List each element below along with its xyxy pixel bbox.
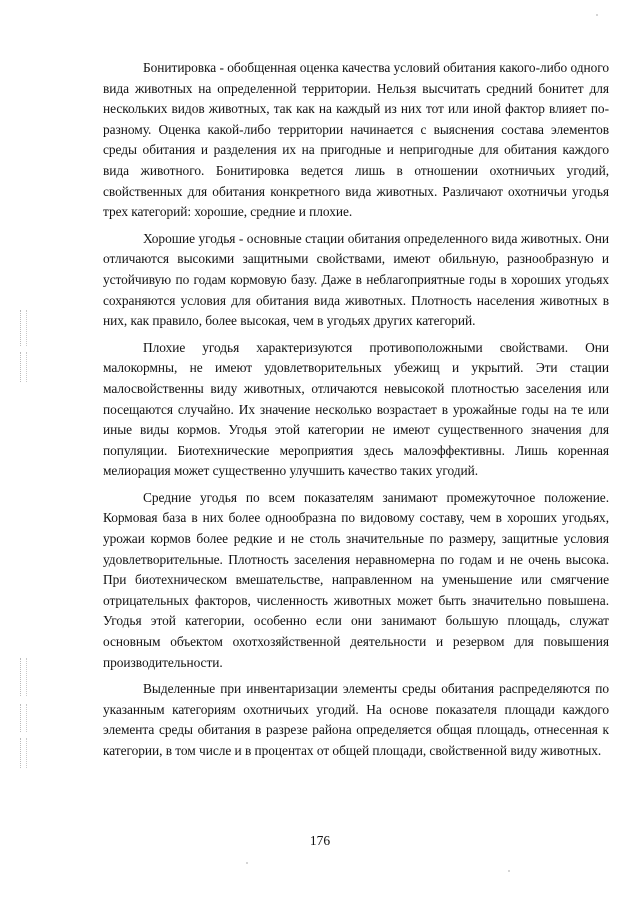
scan-speck: [246, 862, 248, 864]
paragraph-bad-lands: Плохие угодья характеризуются противоположными свойствами. Они малокормны, не имеют удовлетворительных убежищ и укрытий. Эти стации малосвойственны виду животных, отличаются невысокой плотностью заселения или посещаются случайно. Их значение несколько возрастает в урожайные годы на те или иные виды кормов. Угодья этой категории не имеют существенного значения для популяции. Биотехнические мероприятия здесь малоэффективны. Лишь коренная мелиорация может существенно улучшить качество таких угодий.: [103, 339, 609, 479]
scan-artifact: [20, 658, 27, 696]
paragraph-inventory: Выделенные при инвентаризации элементы среды обитания распределяются по указанным категориям охотничьих угодий. На основе показателя площади каждого элемента среды обитания в разрезе района определяется общая площадь, отнесенная к категории, в том числе и в процентах от общей площади, свойственной виду животных.: [103, 681, 609, 758]
scan-speck: [508, 870, 510, 872]
scan-artifact: [20, 310, 27, 346]
page-number: 176: [309, 833, 331, 848]
scan-speck: [596, 14, 598, 16]
scan-artifact: [20, 738, 27, 768]
body-text: [103, 58, 609, 768]
scan-artifact: [20, 704, 27, 732]
paragraph-good-lands: Хорошие угодья - основные стации обитания определенного вида животных. Они отличаются высокими защитными свойствами, имеют обильную, разнообразную и устойчивую по годам кормовую базу. Даже в неблагоприятные годы в хороших угодьях сохраняются условия для обитания вида животных. Плотность населения животных в них, как правило, более высокая, чем в угодьях других категорий.: [103, 230, 609, 329]
scan-artifact: [20, 352, 27, 382]
paragraph-medium-lands: Средние угодья по всем показателям занимают промежуточное положение. Кормовая база в них более однообразна по видовому составу, чем в хороших угодьях, урожаи кормов более редкие и не столь значительные по размеру, защитные условия удовлетворительные. Плотность заселения неравномерна по годам и не очень высока. При биотехническом вмешательстве, направленном на уменьшение или смягчение отрицательных факторов, численность животных может быть значительно повышена. Угодья этой категории, особенно если они занимают большую площадь, служат основным объектом охотхозяйственной деятельности и резервом для повышения производительности.: [103, 489, 609, 670]
paragraph-bonitirovka: Бонитировка - обобщенная оценка качества условий обитания какого-либо одного вида животных на определенной территории. Нельзя высчитать средний бонитет для нескольких видов животных, так как на каждый из них тот или иной фактор влияет по-разному. Оценка какой-либо территории начинается с выяснения состава элементов среды обитания и разделения их на пригодные и непригодные для обитания каждого вида животного. Бонитировка ведется лишь в отношении охотничьих угодий, свойственных для обитания конкретного вида животных. Различают охотничьи угодья трех категорий: хорошие, средние и плохие.: [103, 60, 609, 220]
